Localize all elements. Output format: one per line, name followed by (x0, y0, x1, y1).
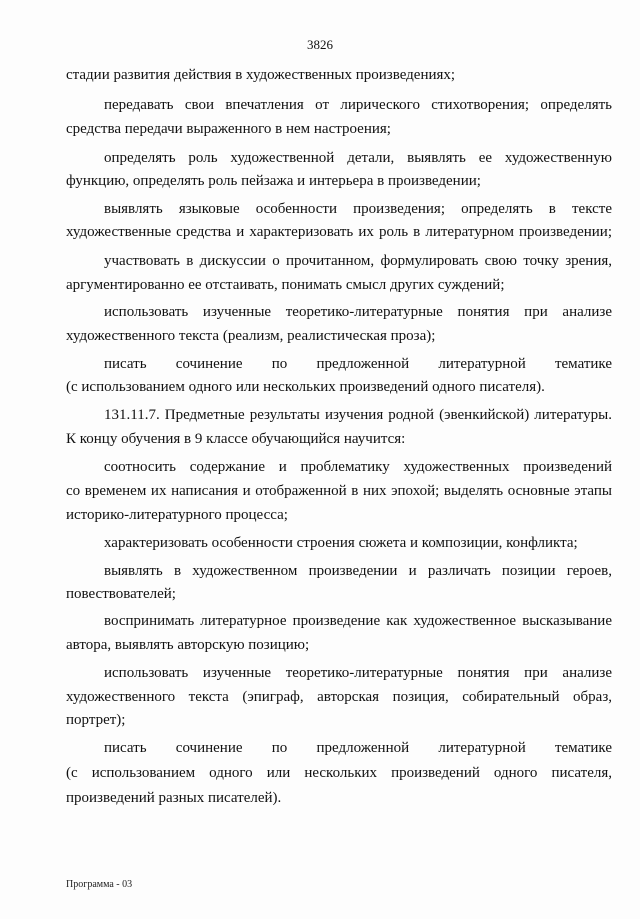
page-number: 3826 (307, 37, 333, 52)
text-line: воспринимать литературное произведение как художественное высказывание (104, 613, 612, 629)
text-line: со временем их написания и отображенной в них эпохой; выделять основные этапы (66, 483, 612, 499)
text-line: средства передачи выраженного в нем настроения; (66, 121, 391, 137)
text-line: использовать изученные теоретико-литературные понятия при анализе (104, 665, 612, 681)
text-line: соотносить содержание и проблематику художественных произведений (104, 459, 612, 475)
text-line: (с использованием одного или нескольких произведений одного писателя). (66, 379, 545, 395)
text-line: определять роль художественной детали, выявлять ее художественную (104, 150, 612, 166)
text-line: (с использованием одного или нескольких произведений одного писателя, (66, 765, 612, 781)
text-line: писать сочинение по предложенной литературной тематике (104, 740, 612, 756)
text-line: художественного текста (эпиграф, авторская позиция, собирательный образ, (66, 689, 612, 705)
text-line: историко-литературного процесса; (66, 507, 288, 523)
text-line: использовать изученные теоретико-литературные понятия при анализе (104, 304, 612, 320)
text-line: выявлять в художественном произведении и различать позиции героев, (104, 563, 612, 579)
text-line: стадии развития действия в художественных произведениях; (66, 67, 456, 83)
text-line: 131.11.7. Предметные результаты изучения родной (эвенкийской) литературы. (104, 407, 612, 423)
text-line: аргументированно ее отстаивать, понимать смысл других суждений; (66, 277, 505, 293)
text-line: К концу обучения в 9 классе обучающийся научится: (66, 431, 406, 447)
text-line: художественного текста (реализм, реалистическая проза); (66, 328, 436, 344)
text-line: автора, выявлять авторскую позицию; (66, 637, 310, 653)
text-line: произведений разных писателей). (66, 790, 282, 806)
text-line: портрет); (66, 712, 126, 728)
page-footer: Программа - 03 (66, 879, 133, 890)
text-line: характеризовать особенности строения сюжета и композиции, конфликта; (104, 535, 578, 551)
text-line: передавать свои впечатления от лирического стихотворения; определять (104, 97, 612, 113)
text-line: функцию, определять роль пейзажа и интерьера в произведении; (66, 173, 481, 189)
text-line: участвовать в дискуссии о прочитанном, формулировать свою точку зрения, (104, 253, 612, 269)
text-line: выявлять языковые особенности произведения; определять в тексте (104, 201, 612, 217)
text-line: писать сочинение по предложенной литературной тематике (104, 356, 612, 372)
text-line: художественные средства и характеризовать их роль в литературном произведении; (66, 224, 612, 240)
text-line: повествователей; (66, 586, 176, 602)
